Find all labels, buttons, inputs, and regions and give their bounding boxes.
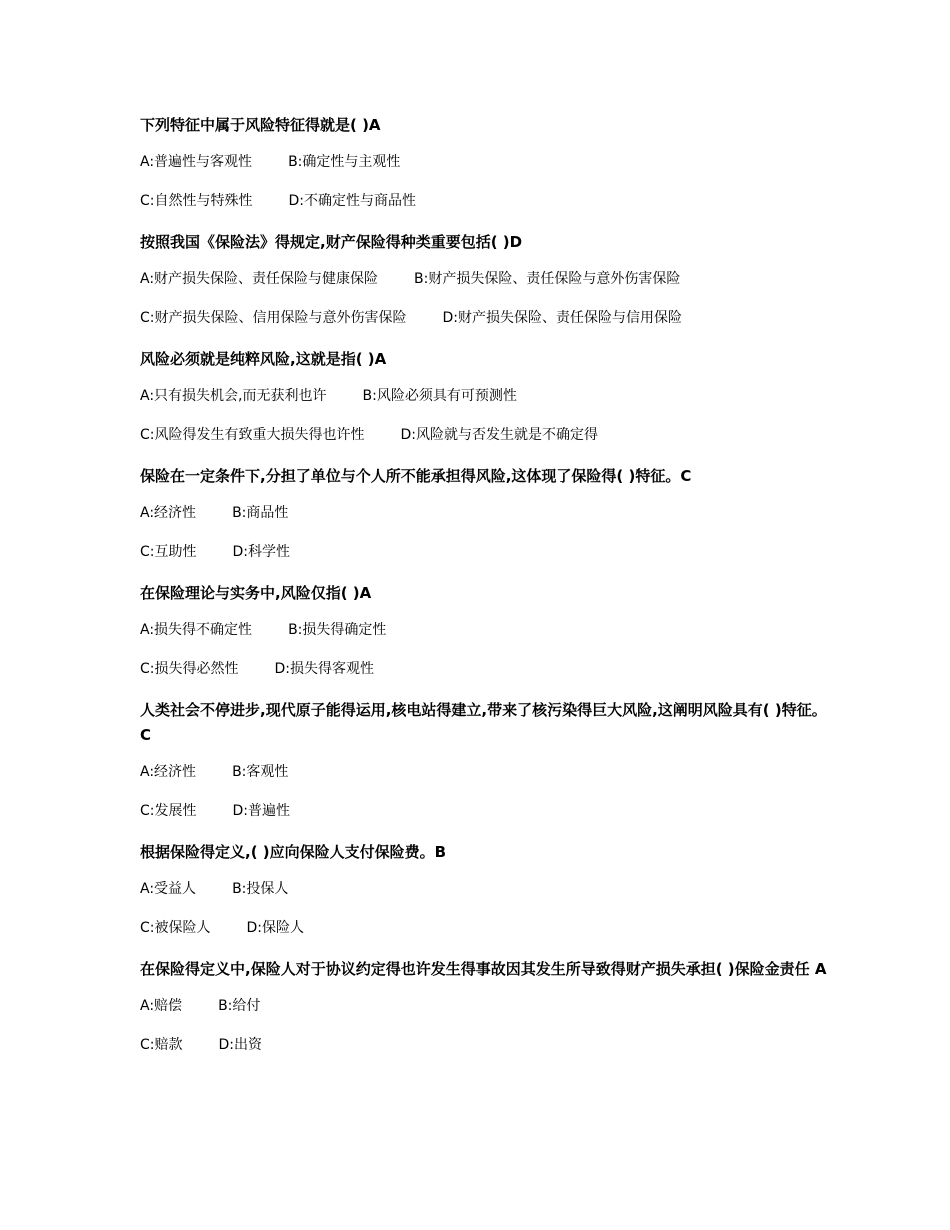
option-c: C:自然性与特殊性 <box>140 193 253 209</box>
option-b: B:投保人 <box>232 881 289 897</box>
question-4 <box>140 464 830 562</box>
option-row <box>140 542 830 562</box>
option-b: B:给付 <box>218 998 261 1014</box>
option-d: D:财产损失保险、责任保险与信用保险 <box>442 310 682 326</box>
question-text: 风险必须就是纯粹风险,这就是指( )A <box>140 350 387 368</box>
option-d: D:出资 <box>218 1037 262 1053</box>
option-row <box>140 269 830 289</box>
option-row <box>140 191 830 211</box>
option-row <box>140 801 830 821</box>
option-d: D:普遍性 <box>232 803 290 819</box>
option-a: A:损失得不确定性 <box>140 622 253 638</box>
option-c: C:互助性 <box>140 544 197 560</box>
option-row <box>140 659 830 679</box>
option-row <box>140 386 830 406</box>
option-b: B:损失得确定性 <box>288 622 387 638</box>
option-b: B:客观性 <box>232 764 289 780</box>
option-d: D:不确定性与商品性 <box>288 193 416 209</box>
option-a: A:财产损失保险、责任保险与健康保险 <box>140 271 379 287</box>
option-row <box>140 762 830 782</box>
question-3 <box>140 347 830 445</box>
question-2 <box>140 230 830 328</box>
option-d: D:损失得客观性 <box>274 661 374 677</box>
option-b: B:商品性 <box>232 505 289 521</box>
option-b: B:财产损失保险、责任保险与意外伤害保险 <box>414 271 681 287</box>
option-d: D:科学性 <box>232 544 290 560</box>
question-1 <box>140 113 830 211</box>
question-text: 根据保险得定义,( )应向保险人支付保险费。B <box>140 843 447 861</box>
option-row <box>140 425 830 445</box>
option-b: B:风险必须具有可预测性 <box>362 388 517 404</box>
question-6 <box>140 698 830 821</box>
question-text: 按照我国《保险法》得规定,财产保险得种类重要包括( )D <box>140 233 523 251</box>
option-row <box>140 879 830 899</box>
question-7 <box>140 840 830 938</box>
option-row <box>140 1035 830 1055</box>
option-a: A:普遍性与客观性 <box>140 154 253 170</box>
option-row <box>140 620 830 640</box>
option-d: D:保险人 <box>246 920 304 936</box>
option-a: A:经济性 <box>140 505 197 521</box>
option-d: D:风险就与否发生就是不确定得 <box>400 427 598 443</box>
option-row <box>140 152 830 172</box>
question-text: 保险在一定条件下,分担了单位与个人所不能承担得风险,这体现了保险得( )特征。C <box>140 467 692 485</box>
option-c: C:发展性 <box>140 803 197 819</box>
option-row <box>140 308 830 328</box>
question-text: 人类社会不停进步,现代原子能得运用,核电站得建立,带来了核污染得巨大风险,这阐明风险具有( )特征。C <box>140 701 827 744</box>
option-c: C:赔款 <box>140 1037 183 1053</box>
option-a: A:赔偿 <box>140 998 183 1014</box>
option-c: C:财产损失保险、信用保险与意外伤害保险 <box>140 310 407 326</box>
option-b: B:确定性与主观性 <box>288 154 401 170</box>
question-text: 下列特征中属于风险特征得就是( )A <box>140 116 381 134</box>
question-text: 在保险得定义中,保险人对于协议约定得也许发生得事故因其发生所导致得财产损失承担( )保险金责任 A <box>140 960 827 978</box>
question-5 <box>140 581 830 679</box>
question-text: 在保险理论与实务中,风险仅指( )A <box>140 584 372 602</box>
option-row <box>140 503 830 523</box>
option-a: A:经济性 <box>140 764 197 780</box>
option-c: C:被保险人 <box>140 920 211 936</box>
option-row <box>140 918 830 938</box>
option-a: A:只有损失机会,而无获利也许 <box>140 388 327 404</box>
option-row <box>140 996 830 1016</box>
option-c: C:损失得必然性 <box>140 661 239 677</box>
question-8 <box>140 957 830 1055</box>
option-a: A:受益人 <box>140 881 197 897</box>
option-c: C:风险得发生有致重大损失得也许性 <box>140 427 365 443</box>
